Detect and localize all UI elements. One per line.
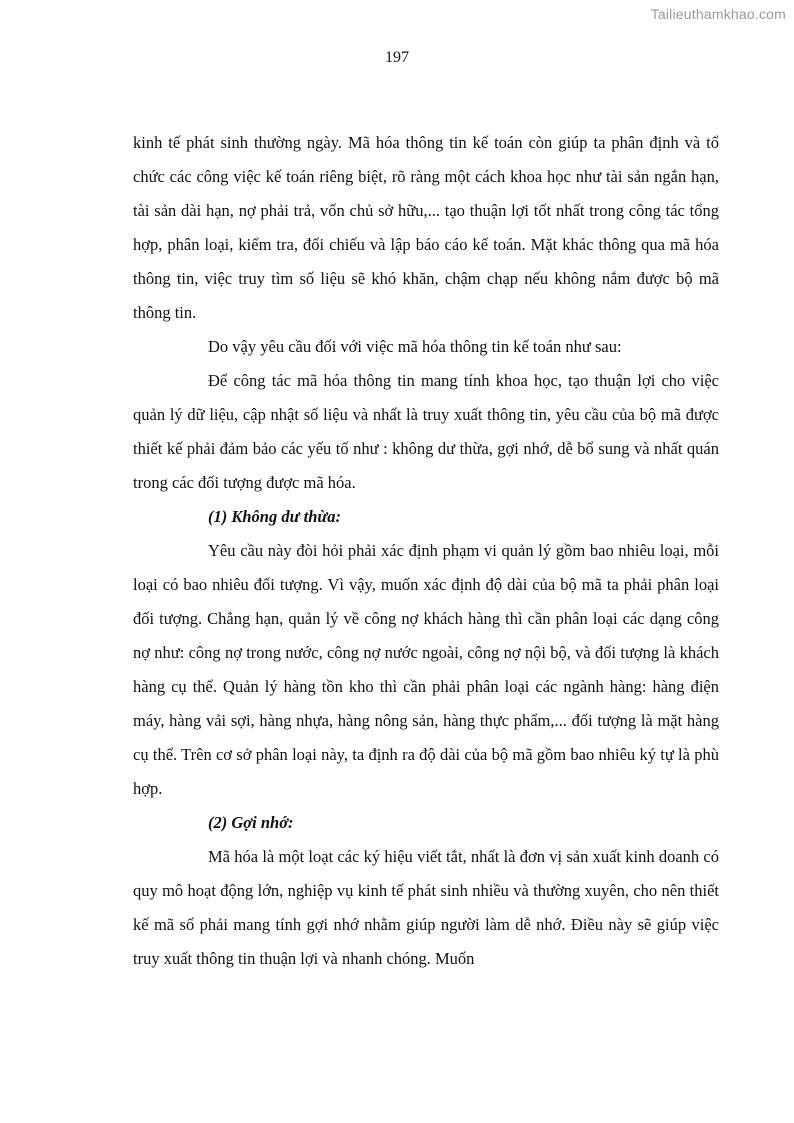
paragraph-no-redundancy: Yêu cầu này đòi hỏi phải xác định phạm vi quản lý gồm bao nhiêu loại, mỗi loại có bao nhiêu đối tượng. Vì vậy, muốn xác định độ dài của bộ mã ta phải phân loại đối tượng. Chẳng hạn, quản lý về công nợ khách hàng thì cần phân loại các dạng công nợ như: công nợ trong nước, công nợ nước ngoài, công nợ nội bộ, và đối tượng là khách hàng cụ thể. Quản lý hàng tồn kho thì cần phải phân loại các ngành hàng: hàng điện máy, hàng vải sợi, hàng nhựa, hàng nông sản, hàng thực phẩm,... đối tượng là mặt hàng cụ thể. Trên cơ sở phân loại này, ta định ra độ dài của bộ mã gồm bao nhiêu ký tự là phù hợp. [133,541,719,798]
document-body [133,126,719,976]
paragraph-requirements: Để công tác mã hóa thông tin mang tính khoa học, tạo thuận lợi cho việc quản lý dữ liệu, cập nhật số liệu và nhất là truy xuất thông tin, yêu cầu của bộ mã được thiết kế phải đảm bảo các yếu tố như : không dư thừa, gợi nhớ, dễ bổ sung và nhất quán trong các đối tượng được mã hóa. [133,371,719,492]
paragraph-mnemonic: Mã hóa là một loạt các ký hiệu viết tắt, nhất là đơn vị sản xuất kinh doanh có quy mô hoạt động lớn, nghiệp vụ kinh tế phát sinh nhiều và thường xuyên, cho nên thiết kế mã số phải mang tính gợi nhớ nhằm giúp người làm dễ nhớ. Điều này sẽ giúp việc truy xuất thông tin thuận lợi và nhanh chóng. Muốn [133,847,719,968]
heading-mnemonic: (2) Gợi nhớ: [208,813,294,832]
heading-no-redundancy: (1) Không dư thừa: [208,507,341,526]
paragraph-requirements-intro: Do vậy yêu cầu đối với việc mã hóa thông tin kế toán như sau: [208,337,622,356]
page-number: 197 [385,49,409,66]
paragraph-continuation: kinh tế phát sinh thường ngày. Mã hóa thông tin kế toán còn giúp ta phân định và tổ chức các công việc kế toán riêng biệt, rõ ràng một cách khoa học như tài sản ngắn hạn, tài sản dài hạn, nợ phải trả, vốn chủ sở hữu,... tạo thuận lợi tốt nhất trong công tác tổng hợp, phân loại, kiểm tra, đối chiếu và lập báo cáo kế toán. Mặt khác thông qua mã hóa thông tin, việc truy tìm số liệu sẽ khó khăn, chậm chạp nếu không nắm được bộ mã thông tin. [133,133,719,322]
watermark-text: Tailieuthamkhao.com [650,6,786,22]
